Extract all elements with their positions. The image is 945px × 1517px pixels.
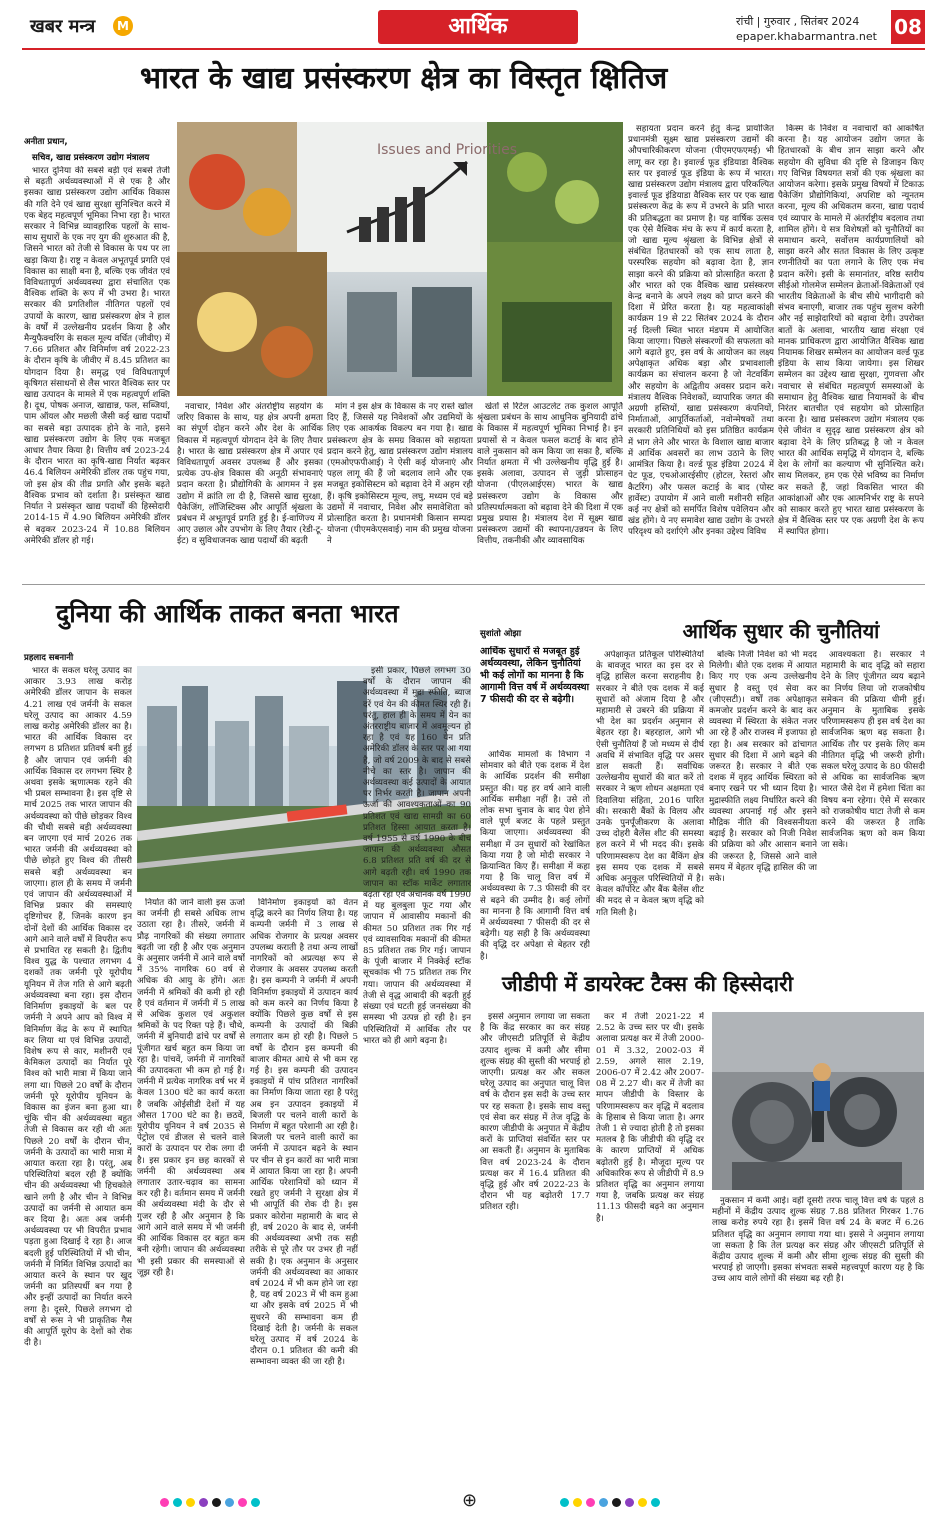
registration-dot <box>651 1498 660 1507</box>
registration-dot <box>560 1498 569 1507</box>
factory-photo <box>712 1012 924 1190</box>
story3-byline: सुशांतो ओझा <box>480 629 522 639</box>
story2-headline: दुनिया की आर्थिक ताकत बनता भारत <box>56 599 399 628</box>
story3-column-4: आवश्यकता है। सरकार ने महामारी के बाद वृद्धि को सहारा देने के लिए पूंजीगत व्यय बढ़ाने का निर्णय लिया जो राजकोषीय समेकन की प्रक्रिया धीमी हुई। अनुमान के मुताबिक इसके परिणामस्वरूप ही इस वर्ष देश का सार्वजनिक ऋण बढ़ सकता है। आर्थिक तौर पर इसके लिए कम नीतिगत वृद्धि भी जरूरी होगी। सकल घरेलू उत्पाद के 80 फीसदी से अधिक का सार्वजनिक ऋण भारत जैसे देश में हमेशा चिंता का विषय बना रहेगा। ऐसे में सरकार को राजकोषीय घाटा तेजी से कम करने की जरूरत है ताकि सार्वजनिक ऋण को कम किया जा सके। <box>821 650 925 851</box>
registration-dot <box>199 1498 208 1507</box>
registration-dot <box>186 1498 195 1507</box>
registration-dots-right <box>560 1498 660 1507</box>
story2-column-4: इसी प्रकार, पिछले लगभग 30 वर्षों के दौरान जापान की अर्थव्यवस्था में मुद्रा स्फीति, ब्याज दरें एवं येन की कीमत स्थिर रही हैं। परंतु, हाल ही के समय में येन का अंतरराष्ट्रीय बाजार में अवमूल्यन हो रहा है एवं यह 160 येन प्रति अमेरिकी डॉलर के स्तर पर आ गया है, जो वर्ष 2009 के बाद से सबसे नीचे का स्तर है। जापान की अर्थव्यवस्था कई उत्पादों के आयात पर निर्भर करती है। जापान अपनी ऊर्जा की आवश्यकताओं का 90 प्रतिशत एवं खाद्य सामग्री का 60 प्रतिशत हिस्सा आयात करता है। वर्ष 1955 से वर्ष 1990 के बीच जापान की अर्थव्यवस्था औसत 6.8 प्रतिशत प्रति वर्ष की दर से आगे बढ़ती रही। वर्ष 1990 तक जापान का स्टॉक मार्केट लगातार बढ़ता रहा एवं अचानक वर्ष 1990 में यह बुलबुला फूट गया और जापान में आवासीय मकानों की कीमत 50 प्रतिशत तक गिर गई एवं व्यावसायिक मकानों की कीमत 85 प्रतिशत तक गिर गई। जापान के पूंजी बाजार में निक्केई स्टॉक सूचकांक भी 75 प्रतिशत तक गिर गया। जापान की अर्थव्यवस्था में तेजी से वृद्ध आबादी की बढ़ती हुई संख्या एवं घटती हुई जनसंख्या की समस्या भी उत्पन्न हो रही है। इन परिस्थितियों में आर्थिक तौर पर भारत को ही आगे बढ़ना है। <box>363 666 471 1046</box>
registration-dot <box>573 1498 582 1507</box>
story1-byline: अनीता प्रधान, <box>24 137 68 147</box>
story2-column-1: भारत के सकल घरेलू उत्पाद का आकार 3.93 लाख करोड़ अमेरिकी डॉलर जापान के सकल 4.21 लाख एवं जर्मनी के सकल घरेलू उत्पाद का आकार 4.59 लाख करोड़ अमेरिकी डॉलर का है। भारत की आर्थिक विकास दर लगभग 8 प्रतिशत प्रतिवर्ष बनी हुई है और जापान एवं जर्मनी की आर्थिक विकास दर लगभग स्थिर है अथवा इसके ऋणात्मक रहने की भी प्रबल सम्भावना है। इस दृष्टि से मार्च 2025 तक भारत जापान की अर्थव्यवस्था को पीछे छोड़कर विश्व की चौथी सबसे बड़ी अर्थव्यवस्था बन जाएगा एवं मार्च 2026 तक भारत जर्मनी की अर्थव्यवस्था को पीछे छोड़ते हुए विश्व की तीसरी सबसे बड़ी अर्थव्यवस्था बन जाएगा। हाल ही के समय में जर्मनी एवं जापान की अर्थव्यवस्थाओं में विभिन्न प्रकार की समस्याएं दृष्टिगोचर हैं, जिनके कारण इन दोनों देशों की आर्थिक विकास दर आगे आने वाले वर्षों में विपरीत रूप से प्रभावित रह सकती है। द्वितीय विश्व युद्ध के पश्चात लगभग 4 दशकों तक जर्मनी पूरे यूरोपीय यूनियन में तेज गति से आगे बढ़ती अर्थव्यवस्था बना रहा। इस दौरान विनिर्माण इकाइयों के बल पर जर्मनी ने अपने आप को विश्व में विनिर्माण केंद्र के रूप में स्थापित कर लिया था एवं विभिन्न उत्पादों, विशेष रूप से कार, मशीनरी एवं केमिकल उत्पादों का निर्यात पूरे विश्व को भारी मात्रा में किया जाने लगा था। पिछले 20 वर्षों के दौरान जर्मनी पूरे यूरोपीय यूनियन के विकास का इंजन बना हुआ था। चूंकि चीन की अर्थव्यवस्था बहुत तेजी से विकास कर रही थी अतः पिछले 20 वर्षों के दौरान चीन, जर्मनी के उत्पादों का भारी मात्रा में आयात करता रहा है। परंतु, अब परिस्थितियां बदल रही हैं क्योंकि चीन की अर्थव्यवस्था भी हिचकोले खाने लगी है और चीन ने विभिन्न उत्पादों का जर्मनी से आयात कम कर दिया है। अतः अब जर्मनी अर्थव्यवस्था पर भी विपरीत प्रभाव पड़ता हुआ दिखाई दे रहा है। आज बदली हुई परिस्थितियों में भी चीन, जर्मनी में निर्मित विभिन्न उत्पादों का आयात करने के स्थान पर खुद जर्मनी का प्रतिस्पर्धी बन गया है और इन्हीं उत्पादों का निर्यात करने लगा है। दूसरे, पिछले लगभग दो वर्षों से रूस ने भी प्राकृतिक गैस की आपूर्ति यूरोप के देशों को रोक दी है। <box>24 666 132 1349</box>
registration-dot <box>586 1498 595 1507</box>
story2-column-2: निर्यात की जाने वाली इस ऊर्जा का जर्मनी ही सबसे अधिक लाभ उठाता रहा है। तीसरे, जर्मनी में प्रौढ़ नागरिकों की संख्या लगातार बढ़ती जा रही है और एक अनुमान के अनुसार जर्मनी में आने वाले वर्षों में 35% नागरिक 60 वर्ष से अधिक की आयु के होंगे। अतः जर्मनी में श्रमिकों की कमी हो रही है एवं वर्तमान में जर्मनी में 5 लाख से अधिक कुशल एवं अकुशल श्रमिकों के पद रिक्त पड़े हैं। चौथे, जर्मनी में बुनियादी ढांचे पर वर्षों से पूंजीगत खर्च बहुत कम किया जा रहा है। पांचवें, जर्मनी में नागरिकों की उत्पादकता भी कम हो गई है। जर्मनी में प्रत्येक नागरिक वर्ष भर में केवल 1300 घंटे का कार्य करता है जबकि ओईसीडी देशों में यह औसत 1700 घंटे का है। छठवें, यूरोपीय यूनियन ने वर्ष 2035 से पेट्रोल एवं डीजल से चलने वाले कारों के उत्पादन पर रोक लगा दी है। इस प्रकार इन छह कारकों से जर्मनी की अर्थव्यवस्था अब लगातार उतार-चढ़ाव का सामना कर रही है। वर्तमान समय में जर्मनी की अर्थव्यवस्था मंदी के दौर से गुजर रही है और अनुमान है कि आगे आने वाले समय में भी जर्मनी की आर्थिक विकास दर बहुत कम बनी रहेगी। जापान की अर्थव्यवस्था भी इसी प्रकार की समस्याओं से जूझ रही है। <box>137 898 245 1278</box>
factory-workers-image <box>712 1012 924 1190</box>
registration-dot <box>238 1498 247 1507</box>
header-divider <box>22 48 925 50</box>
newspaper-logo: खबर मन्त्र <box>30 16 96 37</box>
logo-mark-icon: M <box>113 16 133 36</box>
website-url[interactable]: epaper.khabarmantra.net <box>736 30 877 43</box>
crosshair-icon: ⊕ <box>462 1490 478 1511</box>
registration-dot <box>251 1498 260 1507</box>
story4-column-1: इससे अनुमान लगाया जा सकता है कि केंद्र सरकार का कर संग्रह और जीएसटी प्रतिपूर्ति से केंद्रीय उत्पाद शुल्क में कमी और सीमा शुल्क संग्रह की सुस्ती की भरपाई हो जाएगी। प्रत्यक्ष कर और सकल घरेलू उत्पाद का अनुपात चालू वित्त वर्ष के दौरान इस सदी के उच्च स्तर पर रह सकता है। इसके साथ वस्तु एवं सेवा कर संग्रह में तेज वृद्धि के कारण जीडीपी के अनुपात में केंद्रीय करों के प्राप्तियां संवर्धित स्तर पर आ सकती हैं। अनुमान के मुताबिक वित्त वर्ष 2023-24 के दौरान प्रत्यक्ष कर में 16.4 प्रतिशत की वृद्धि हुई और वर्ष 2022-23 के दौरान भी यह बढ़ोतरी 17.7 प्रतिशत रही। <box>480 1012 590 1213</box>
story4-headline: जीडीपी में डायरेक्ट टैक्स की हिस्सेदारी <box>502 972 794 996</box>
dateline: रांची | गुरुवार , सितंबर 2024 <box>736 15 860 28</box>
registration-dots-left <box>160 1498 260 1507</box>
image-caption: Issues and Priorities <box>377 142 518 158</box>
registration-dot <box>599 1498 608 1507</box>
story1-column-1: भारत दुनिया की सबसे बड़ी एवं सबसे तेजी से बढ़ती अर्थव्यवस्थाओं में से एक है और इसका खाद्य प्रसंस्करण उद्योग आर्थिक विकास की गति देने एवं खाद्य सुरक्षा सुनिश्चित करने में एक बेहद महत्वपूर्ण भूमिका निभा रहा है। भारत सरकार ने विभिन्न व्यावहारिक पहलों के साथ-साथ सुधारों के एक नए युग की शुरुआत की है, जिसने भारत को तेजी से विकास के पथ पर ला खड़ा किया है। राष्ट्र न केवल अभूतपूर्व प्रगति एवं विकास का साक्षी बना है, बल्कि एक जीवंत एवं विविधतापूर्ण अर्थव्यवस्था द्वारा संचालित एक वैश्विक शक्ति के रूप में भी उभरा है। भारत सरकार की प्रगतिशील नीतिगत पहलों एवं उपायों के कारण, खाद्य प्रसंस्करण क्षेत्र ने हाल के वर्षों में उल्लेखनीय प्रदर्शन किया है और मैन्युफैक्चरिंग के सकल मूल्य वर्धित (जीवीए) में 7.66 प्रतिशत और विनिर्माण वर्ष 2022-23 के दौरान कृषि के जीवीए में 8.45 प्रतिशत का योगदान दिया है। समृद्ध एवं विविधतापूर्ण कृषिगत संसाधनों से लैस भारत वैश्विक स्तर पर खाद्य उत्पादन के मामले में एक महत्वपूर्ण शक्ति है। दूध, पोषक अनाज, खाद्यान्न, फल, सब्जियां, पाम ऑयल और मछली जैसी कई खाद्य पदार्थों का सबसे बड़ा उत्पादक होने के नाते, इसने खाद्य प्रसंस्करण उद्योग के लिए एक मजबूत आधार तैयार किया है। वित्तीय वर्ष 2023-24 के दौरान भारत का कृषि-खाद्य निर्यात बढ़कर 46.4 बिलियन अमेरिकी डॉलर तक पहुंच गया, जो इस क्षेत्र की तीव्र प्रगति और इसके बढ़ते वैश्विक प्रभाव को दर्शाता है। प्रसंस्कृत खाद्य निर्यात ने प्रसंस्कृत खाद्य पदार्थों की हिस्सेदारी 2014-15 में 4.90 बिलियन अमेरिकी डॉलर से बढ़कर 2023-24 में 10.88 बिलियन अमेरिकी डॉलर हो गई। <box>24 166 170 546</box>
page-number: 08 <box>891 10 925 44</box>
story3-column-3: बल्कि निजी निवेश को भी मदद मिलेगी। बीते एक दशक में आयात किए गए एक अन्य उल्लेखनीय सुधार है वस्तु एवं सेवा कर (जीएसटी)। वर्षों तक अपेक्षाकृत कमजोर प्रदर्शन करने के बाद कर व्यवस्था में स्थिरता के संकेत नजर आ रहे हैं और राजस्व में इजाफा हो रहा है। अब सरकार को ढांचागत सुधार की दिशा में आगे बढ़ने की जरूरत है। सरकार ने बीते एक दशक में वृहद आर्थिक स्थिरता को बनाए रखने पर भी ध्यान दिया है। मुद्रास्फीति लक्ष्य निर्धारित करने की व्यवस्था अपनाई गई और इसने मौद्रिक नीति की विश्वसनीयता बढ़ाई है। सरकार को निजी निवेश की प्रक्रिया को और आसान बनाने की जरूरत है, जिससे आने वाले समय में बेहतर वृद्धि हासिल की जा सके। <box>709 650 817 885</box>
registration-dot <box>160 1498 169 1507</box>
registration-dot <box>212 1498 221 1507</box>
food-collage-image <box>177 122 623 396</box>
story1-designation: सचिव, खाद्य प्रसंस्करण उद्योग मंत्रालय <box>32 153 150 163</box>
story3-column-1: आर्थिक मामलों के विभाग ने सोमवार को बीते एक दशक में देश के आर्थिक प्रदर्शन की समीक्षा प्रस्तुत की। यह हर वर्ष आने वाली आर्थिक समीक्षा नहीं है। उसे तो लोक सभा चुनाव के बाद पेश होने वाले पूर्ण बजट के पहले प्रस्तुत किया जाएगा। अर्थव्यवस्था की समीक्षा में उन सुधारों को रेखांकित किया गया है जो मोदी सरकार ने क्रियान्वित किए हैं। समीक्षा में कहा गया है कि चालू वित्त वर्ष में अर्थव्यवस्था के 7.3 फीसदी की दर से बढ़ने की उम्मीद है। कई लोगों का मानना है कि आगामी वित्त वर्ष में अर्थव्यवस्था 7 फीसदी की दर से बढ़ेगी। यह सही है कि अर्थव्यवस्था की वृद्धि दर अपेक्षा से बेहतर रही है। <box>480 750 590 962</box>
registration-dot <box>612 1498 621 1507</box>
story3-pull-quote: आर्थिक सुधारों से मजबूत हुई अर्थव्यवस्था, लेकिन चुनौतियां भी कई लोगों का मानना है कि आगामी वित्त वर्ष में अर्थव्यवस्था 7 फीसदी की दर से बढ़ेगी। <box>480 646 590 705</box>
story1-column-2: नवाचार, निवेश और अंतर्राष्ट्रीय सहयोग के जरिए विकास के साथ, यह क्षेत्र अपनी क्षमता का संपूर्ण दोहन करने और देश के आर्थिक विकास में महत्वपूर्ण योगदान देने के लिए तैयार है। भारत के खाद्य प्रसंस्करण क्षेत्र में अपार एवं विविधतापूर्ण अवसर उपलब्ध हैं और इसका प्रत्येक उप-क्षेत्र विकास की अनूठी संभावनाएं प्रदान करता है। प्रौद्योगिकी के आगमन ने इस उद्योग में क्रांति ला दी है, जिससे खाद्य सुरक्षा, पैकेजिंग, लॉजिस्टिक्स और आपूर्ति श्रृंखला के प्रबंधन में अभूतपूर्व प्रगति हुई है। ई-वाणिज्य में आए उछाल और उपभोग के लिए तैयार (रेडी-टू-ईट) व सुविधाजनक खाद्य पदार्थों की बढ़ती <box>177 402 323 547</box>
registration-dot <box>625 1498 634 1507</box>
story3-headline: आर्थिक सुधार की चुनौतियां <box>682 619 880 643</box>
registration-dot <box>173 1498 182 1507</box>
food-processing-photo <box>177 122 623 396</box>
section-title: आर्थिक <box>378 10 578 44</box>
story1-column-3: मांग ने इस क्षेत्र के विकास के नए रास्ते खोल दिए हैं, जिससे यह निवेशकों और उद्यमियों के लिए एक आकर्षक विकल्प बन गया है। खाद्य प्रसंस्करण क्षेत्र के समग्र विकास को सहायता प्रदान करने हेतु, खाद्य प्रसंस्करण उद्योग मंत्रालय (एमओएफपीआई) ने ऐसी कई योजनाएं और पहल लागू की हैं जो बदलाव लाने और एक मजबूत इकोसिस्टम को बढ़ावा देने में अहम रही हैं। कृषि इकोसिस्टम मूल्य, लघु, मध्यम एवं बड़े उद्यमों में नवाचार, निवेश और समावेशिता को प्रोत्साहित करता है। प्रधानमंत्री किसान सम्पदा योजना (पीएमकेएसवाई) नाम की प्रमुख योजना ने <box>327 402 473 547</box>
section-divider <box>22 584 925 585</box>
story2-byline: प्रहलाद सबनानी <box>24 653 74 663</box>
story2-column-3: विनिर्माण इकाइयों को वेतन वृद्धि करने का निर्णय लिया है। यह कम्पनी जर्मनी में 3 लाख से अधिक रोजगार के प्रत्यक्ष अवसर उपलब्ध कराती है तथा अन्य लाखों नागरिकों को अप्रत्यक्ष रूप से रोजगार के अवसर उपलब्ध करती है। इस कम्पनी ने जर्मनी में अपनी विनिर्माण इकाइयों में उत्पादन कार्य को कम करने का निर्णय किया है क्योंकि पिछले कुछ वर्षों से इस कम्पनी के उत्पादों की बिक्री लगातार कम हो रही है। पिछले 5 वर्षों के दौरान इस कम्पनी की बाजार कीमत आधे से भी कम रह गई है। इस कम्पनी की उत्पादन इकाइयों में पांच प्रतिशत नागरिकों का निर्माण किया जाता रहा है परंतु अब इन उत्पादन इकाइयों में बिजली पर चलने वाली कारों के निर्माण में बहुत परेशानी आ रही है। बिजली पर चलने वाली कारों का जर्मनी में उत्पादन बढ़ने के स्थान पर चीन से इन कारों का भारी मात्रा में आयात किया जा रहा है। अपनी आर्थिक परेशानियों को ध्यान में रखते हुए जर्मनी ने सुरक्षा क्षेत्र में भी आपूर्ति की रोक दी है। इस प्रकार कोरोना महामारी के बाद से ही, वर्ष 2020 के बाद से, जर्मनी की अर्थव्यवस्था अभी तक सही तरीके से पूरे तौर पर उभर ही नहीं सकी है। एक अनुमान के अनुसार जर्मनी की अर्थव्यवस्था का आकार वर्ष 2024 में भी कम होने जा रहा है, यह वर्ष 2023 में भी कम हुआ था और इसके वर्ष 2025 में भी सुधरने की सम्भावना कम ही दिखाई देती है। जर्मनी के सकल घरेलू उत्पाद में वर्ष 2024 के दौरान 0.1 प्रतिशत की कमी की सम्भावना व्यक्त की जा रही है। <box>250 898 358 1368</box>
story4-column-2: कर में तेजी 2021-22 में 2.52 के उच्च स्तर पर थी। इसके अलावा प्रत्यक्ष कर में तेजी 2000-01 में 3.32, 2002-03 में 2.59, अगले साल 2.19, 2006-07 में 2.42 और 2007-08 में 2.27 थी। कर में तेजी का मापन जीडीपी के विस्तार के परिणामस्वरूप कर वृद्धि में बदलाव के हिसाब से किया जाता है। अगर तेजी 1 से ज्यादा होती है तो इसका मतलब है कि जीडीपी की वृद्धि दर के कारण प्राप्तियों में अधिक बढ़ोतरी हुई है। मौजूदा मूल्य पर अधिकारिक रूप से जीडीपी में 8.9 प्रतिशत वृद्धि का अनुमान लगाया गया है, जबकि प्रत्यक्ष कर संग्रह 11.13 फीसदी बढ़ने का अनुमान है। <box>596 1012 704 1224</box>
story4-column-3: नुकसान में कमी आई। वहीं दूसरी तरफ चालू वित्त वर्ष के पहले 8 महीनों में केंद्रीय उत्पाद शुल्क संग्रह 7.88 प्रतिशत गिरकर 1.76 लाख करोड़ रुपये रहा है। इसमें वित्त वर्ष 24 के बजट में 6.26 प्रतिशत वृद्धि का अनुमान लगाया गया था। इससे ने अनुमान लगाया जा सकता है कि तेल प्रत्यक्ष कर संग्रह और जीएसटी प्रतिपूर्ति से केंद्रीय उत्पाद शुल्क में कमी और सीमा शुल्क संग्रह की सुस्ती की भरपाई हो जाएगी। इसका संभवतः सबसे महत्त्वपूर्ण कारण यह है कि उच्च आय वाले लोगों की संख्या बढ़ रही है। <box>712 1196 924 1285</box>
story3-column-2: अपेक्षाकृत प्रतिकूल परिस्थितियों के बावजूद भारत का इस दर से वृद्धि हासिल करना सराहनीय है। सरकार ने बीते एक दशक में कई सुधारों को अंजाम दिया है और महामारी से उबरने की प्रक्रिया में भी देश का प्रदर्शन अनुमान से बेहतर रहा है। बहरहाल, आगे भी ऐसी चुनौतियां हैं जो मध्यम से दीर्घ अवधि में संभावित वृद्धि पर असर डाल सकती हैं। सर्वाधिक उल्लेखनीय सुधारों की बात करें तो सरकार ने ऋण शोधन अक्षमता एवं दिवालिया संहिता, 2016 पारित की। सरकारी बैंकों के विलय और उनके पुनर्पूंजीकरण के अलावा उच्च दोहरी बैलेंस शीट की समस्या हल करने में भी मदद की। इसके परिणामस्वरूप देश का बैंकिंग क्षेत्र इस समय एक दशक में सबसे अधिक अनुकूल परिस्थितियों में है। केवल कॉर्पोरेट और बैंक बैलेंस शीट की मदद से न केवल ऋण वृद्धि को गति मिली है। <box>596 650 704 918</box>
story1-column-4: खेतों से रिटेल आउटलेट तक कुशल आपूर्ति श्रृंखला प्रबंधन के साथ आधुनिक बुनियादी ढांचे के विकास में महत्वपूर्ण भूमिका निभाई है। इन प्रयासों से न केवल फसल कटाई के बाद होने वाले नुकसान को कम किया जा सका है, बल्कि निर्यात क्षमता में भी उल्लेखनीय वृद्धि हुई है। इसके अलावा, उत्पादन से जुड़ी प्रोत्साहन योजना (पीएलआईएस) भारत के खाद्य प्रसंस्करण उद्योग के विकास और प्रतिस्पर्धात्मकता को बढ़ावा देने की दिशा में एक प्रमुख प्रयास है। मंत्रालय देश में सूक्ष्म खाद्य प्रसंस्करण उद्यमों की स्थापना/उन्नयन के लिए वित्तीय, तकनीकी और व्यावसायिक <box>477 402 623 547</box>
story1-column-6: किस्म के निवेश व नवाचारों को आकर्षित करना है। यह आयोजन उद्योग जगत के हितधारकों के बीच ज्ञान साझा करने और सहयोग की सुविधा की दृष्टि से डिजाइन किए गए विभिन्न विषयगत सत्रों की एक श्रृंखला का आयोजन करेगा। इसके प्रमुख विषयों में टिकाऊ पैकेजिंग प्रौद्योगिकियां, अपशिष्ट को न्यूनतम करना, मूल्य की अधिकतम करना, खाद्य पदार्थ एवं व्यापार के मामले में अंतर्राष्ट्रीय बदलाव तथा शामिल होंगे। ये सत्र विशेषज्ञों को चुनौतियों का समाधान करने, सर्वोत्तम कार्यप्रणालियों को साझा करने और सतत विकास के लिए उत्कृष्ट रणनीतियों का पता लगाने के लिए एक मंच प्रदान करेंगे। इसी के समानांतर, वरिष्ठ स्तरीय सीईओ गोलमेज सम्मेलन क्रेताओं-विक्रेताओं एवं भारतीय विक्रेताओं के बीच सीधे भागीदारी को संभव बनाएगी, बाजार तक पहुंच सुलभ करेगी और नई साझेदारियों को बढ़ावा देगी। उपरोक्त बातों के अलावा, भारतीय खाद्य संरक्षा एवं मानक प्राधिकरण द्वारा आयोजित वैश्विक खाद्य नियामक शिखर सम्मेलन का आयोजन वर्ल्ड फूड इंडिया के साथ किया जायेगा। इस शिखर सम्मेलन का उद्देश्य खाद्य सुरक्षा, गुणवत्ता और नवाचार से संबंधित महत्वपूर्ण समस्याओं के समाधान हेतु वैश्विक खाद्य नियामकों के बीच निरंतर बातचीत एवं सहयोग को प्रोत्साहित करना है। खाद्य प्रसंस्करण उद्योग मंत्रालय एक ऐसे जीवंत व सुदृढ़ खाद्य प्रसंस्करण क्षेत्र को बढ़ावा देने के लिए प्रतिबद्ध है जो न केवल भारत की आर्थिक समृद्धि में योगदान दे, बल्कि देश के लोगों का कल्याण भी सुनिश्चित करे। साथ मिलकर, हम एक ऐसे भविष्य का निर्माण कर सकते हैं, जहां विकसित भारत की आकांक्षाओं और एक आत्मनिर्भर राष्ट्र के सपने को साकार करते हुए भारत खाद्य प्रसंस्करण के क्षेत्र में वैश्विक स्तर पर एक अग्रणी देश के रूप में स्थापित होगा। <box>778 124 924 538</box>
story1-column-5: सहायता प्रदान करने हेतु केन्द्र प्रायोजित प्रधानमंत्री सूक्ष्म खाद्य प्रसंस्करण उद्यमों की औपचारिकीकरण योजना (पीएमएफएमई) भी लागू कर रहा है। इवार्ल्ड फूड इंडियाडा वैश्विक स्तर पर इवार्ल्ड फूड इंडिया के रूप में भारत। खाद्य प्रसंस्करण उद्योग मंत्रालय द्वारा परिकल्पित इवार्ल्ड फूड इंडियाडा वैश्विक स्तर पर एक खाद्य प्रसंस्करण केंद्र के रूप में उभरने के प्रति भारत की प्रतिबद्धता का प्रमाण है। यह वार्षिक उत्सव एक ऐसे वैश्विक मंच के रूप में कार्य करता है, जो खाद्य मूल्य श्रृंखला के विभिन्न क्षेत्रों से संबंधित हितधारकों को एक साथ लाता है, परस्परिक सहयोग को बढ़ावा देता है, ज्ञान साझा करने की प्रक्रिया को प्रोत्साहित करता है और भारत को एक वैश्विक खाद्य प्रसंस्करण केन्द्र बनाने के अपने लक्ष्य को प्राप्त करने की दिशा में प्रेरित करता है। यह महत्वाकांक्षी कार्यक्रम 19 से 22 सितंबर 2024 के दौरान नई दिल्ली स्थित भारत मंडपम में आयोजित किया जाएगा। पिछले संस्करणों की सफलता को आगे बढ़ाते हुए, इस वर्ष के आयोजन का लक्ष्य अपेक्षाकृत अधिक बड़ा और प्रभावशाली कार्यक्रम का संचालन करना है जो नेटवर्किंग और सहयोग के अद्वितीय अवसर प्रदान करे। मंत्रालय वैश्विक निवेशकों, व्यापारिक जगत की अग्रणी हस्तियों, खाद्य प्रसंस्करण कंपनियों, निर्माताओं, आपूर्तिकर्ताओं, नवोन्मेषकों तथा सरकारी प्रतिनिधियों को इस प्रतिष्ठित कार्यक्रम में भाग लेने और भारत के विशाल खाद्य बाजार में आर्थिक अवसरों का लाभ उठाने के लिए आमंत्रित किया है। वर्ल्ड फूड इंडिया 2024 में पेट फूड, एचओआरईसीए (होटल, रेस्तरां और कैटरिंग) और फसल कटाई के बाद (पोस्ट हार्वेस्ट) उपायोग में आने वाली मशीनरी सहित कई नए क्षेत्रों को समर्पित विशेष पवेलियन और खंड होंगे। ये नए समावेश खाद्य उद्योग के उभरते परिदृश्य को दर्शाएंगे और इनका उद्देश्य विविध <box>628 124 774 538</box>
story1-headline: भारत के खाद्य प्रसंस्करण क्षेत्र का विस्तृत क्षितिज <box>140 61 668 96</box>
registration-dot <box>638 1498 647 1507</box>
registration-dot <box>225 1498 234 1507</box>
